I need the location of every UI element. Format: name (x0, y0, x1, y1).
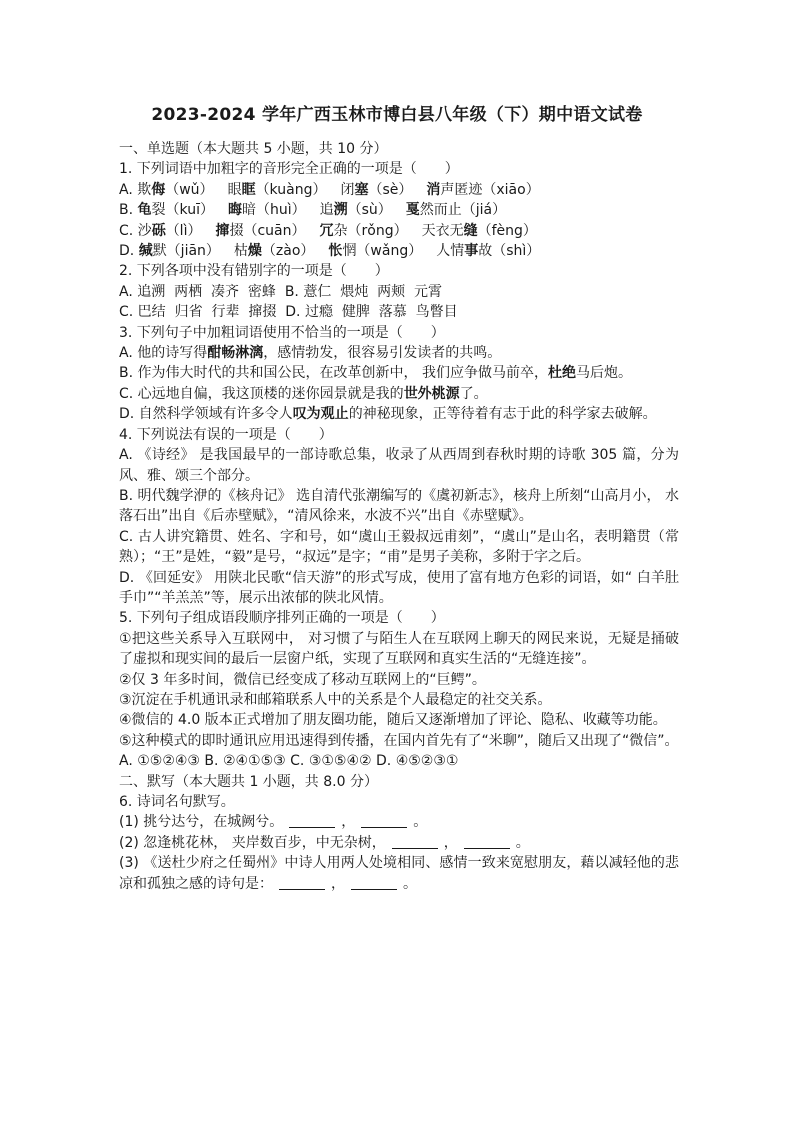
section-heading-2: 二、默写（本大题共 1 小题，共 8.0 分） (119, 773, 378, 790)
question-1-option-c: C. 沙砾（lì） 撺掇（cuān） 冗杂（rǒng） 天衣无缝（fèng） (119, 222, 537, 239)
question-4-option-b: B. 明代魏学洢的《核舟记》 选自清代张潮编写的《虞初新志》，核舟上所刻“山高月小， 水落石出”出自《后赤壁赋》，“清风徐来，水波不兴”出自《赤壁赋》。 (119, 487, 679, 525)
question-5-sentence-1: ①把这些关系导入互联网中， 对习惯了与陌生人在互联网上聊天的网民来说，无疑是捅破了虚拟和现实间的最后一层窗户纸，实现了互联网和真实生活的“无缝连接”。 (119, 630, 679, 668)
page-title: 2023-2024 学年广西玉林市博白县八年级（下）期中语文试卷 (151, 105, 643, 125)
question-4-option-c: C. 古人讲究籍贯、姓名、字和号，如“虞山王毅叔远甫刻”，“虞山”是山名，表明籍贯（常熟）；“王”是姓，“毅”是号，“叔远”是字；“甫”是男子美称，多附于字之后。 (119, 528, 679, 566)
question-2-stem: 2. 下列各项中没有错别字的一项是（ ） (119, 263, 389, 280)
question-4-stem: 4. 下列说法有误的一项是（ ） (119, 426, 333, 443)
exam-content (119, 139, 679, 894)
question-2-options-ab: A. 追溯 两栖 凑齐 密蜂 B. 薏仁 煨炖 两颊 元霄 (119, 283, 443, 300)
question-1-option-d: D. 缄默（jiān） 枯燥（zào） 怅惘（wǎng） 人情事故（shì） (119, 243, 541, 260)
question-6-item-3: (3) 《送杜少府之任蜀州》中诗人用两人处境相同、感情一致来宽慰朋友，藉以减轻他的悲凉和孤独之感的诗句是： ， 。 (119, 855, 679, 892)
question-5-sentence-2: ②仅 3 年多时间，微信已经变成了移动互联网上的“巨鳄”。 (119, 671, 486, 688)
question-6-item-2: (2) 忽逢桃花林， 夹岸数百步，中无杂树， ， 。 (119, 834, 530, 851)
section-heading-1: 一、单选题（本大题共 5 小题，共 10 分） (119, 141, 388, 157)
answer-blank[interactable] (464, 834, 510, 849)
question-1-option-a: A. 欺侮（wǔ） 眼眶（kuàng） 闭塞（sè） 消声匿迹（xiāo） (119, 181, 540, 198)
question-3-option-c: C. 心远地自偏，我这顶楼的迷你园景就是我的世外桃源了。 (119, 385, 488, 402)
answer-blank[interactable] (351, 875, 397, 890)
question-3-option-d: D. 自然科学领域有许多令人叹为观止的神秘现象，正等待着有志于此的科学家去破解。 (119, 406, 657, 423)
question-1-stem: 1. 下列词语中加粗字的音形完全正确的一项是（ ） (119, 161, 459, 178)
question-4-option-a: A. 《诗经》 是我国最早的一部诗歌总集，收录了从西周到春秋时期的诗歌 305 篇，分为风、雅、颂三个部分。 (119, 447, 679, 484)
question-5-sentence-3: ③沉淀在手机通讯录和邮箱联系人中的关系是个人最稳定的社交关系。 (119, 691, 552, 708)
question-6-item-1: (1) 挑兮达兮，在城阙兮。 ， 。 (119, 814, 428, 831)
question-1-option-b: B. 龟裂（kuī） 晦暗（huì） 追溯（sù） 戛然而止（jiá） (119, 202, 507, 219)
question-3-stem: 3. 下列句子中加粗词语使用不恰当的一项是（ ） (119, 324, 445, 341)
answer-blank[interactable] (392, 834, 438, 849)
question-4-option-d: D. 《回延安》 用陕北民歌“信天游”的形式写成，使用了富有地方色彩的词语，如“ 白羊肚手巾”“羊羔羔”等，展示出浓郁的陕北风情。 (119, 569, 679, 606)
question-5-sentence-5: ⑤这种模式的即时通讯应用迅速得到传播，在国内首先有了“米聊”，随后又出现了“微信”。 (119, 732, 679, 749)
question-5-stem: 5. 下列句子组成语段顺序排列正确的一项是（ ） (119, 610, 445, 627)
question-6-stem: 6. 诗词名句默写。 (119, 794, 235, 810)
question-2-options-cd: C. 巴结 归省 行辈 撺掇 D. 过瘾 健脾 落慕 鸟瞥目 (119, 304, 458, 321)
question-3-option-b: B. 作为伟大时代的共和国公民，在改革创新中， 我们应争做马前卒，杜绝马后炮。 (119, 365, 632, 382)
question-3-option-a: A. 他的诗写得酣畅淋漓，感情勃发，很容易引发读者的共鸣。 (119, 345, 502, 362)
answer-blank[interactable] (289, 813, 335, 828)
answer-blank[interactable] (361, 813, 407, 828)
answer-blank[interactable] (279, 875, 325, 890)
question-5-options: A. ①⑤②④③ B. ②④①⑤③ C. ③①⑤④② D. ④⑤②③① (119, 753, 459, 770)
question-5-sentence-4: ④微信的 4.0 版本正式增加了朋友圈功能，随后又逐渐增加了评论、隐私、收藏等功能。 (119, 712, 667, 729)
